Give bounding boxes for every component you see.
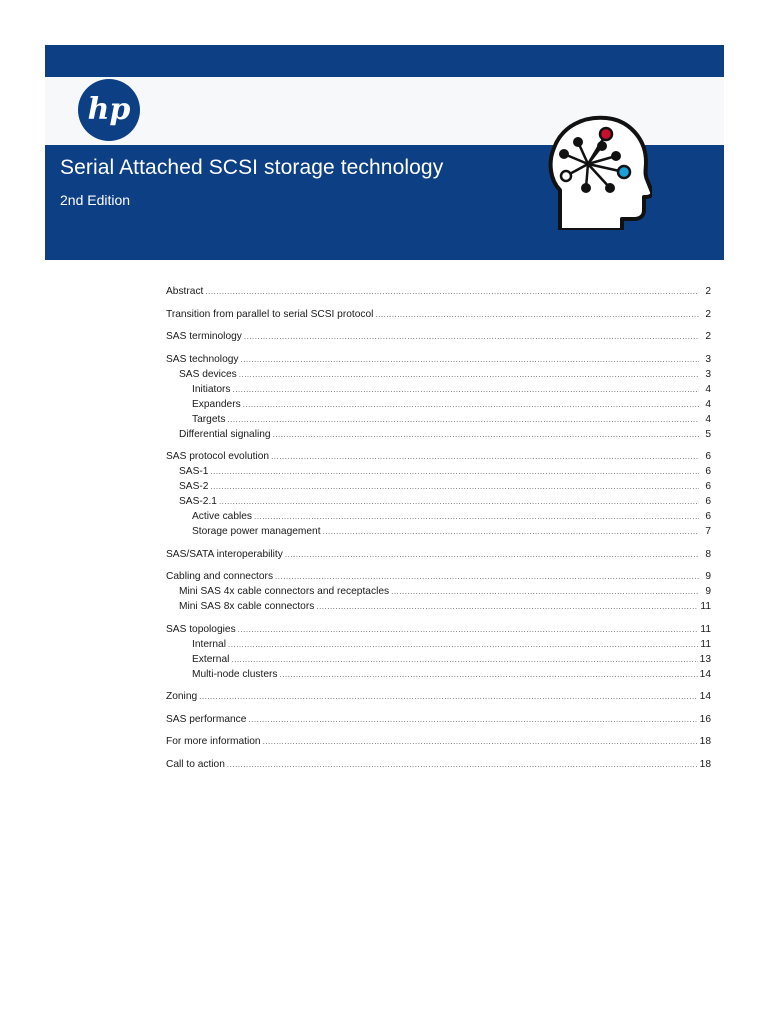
toc-entry[interactable]	[166, 734, 711, 749]
toc-dot-leader	[210, 464, 699, 479]
toc-entry-title: Multi-node clusters	[192, 668, 278, 680]
toc-entry-page: 11	[700, 623, 711, 635]
toc-entry[interactable]	[166, 284, 711, 299]
toc-dot-leader	[238, 622, 699, 637]
toc-entry[interactable]	[166, 509, 711, 524]
toc-entry[interactable]	[166, 382, 711, 397]
toc-entry[interactable]	[166, 479, 711, 494]
toc-dot-leader	[243, 397, 699, 412]
table-of-contents	[166, 284, 711, 779]
toc-entry[interactable]	[166, 524, 711, 539]
toc-entry-page: 18	[699, 758, 711, 770]
toc-entry[interactable]	[166, 352, 711, 367]
toc-entry-title: Abstract	[166, 286, 204, 297]
toc-entry[interactable]	[166, 547, 711, 562]
toc-entry[interactable]	[166, 329, 711, 344]
toc-entry[interactable]	[166, 427, 711, 442]
toc-group	[166, 449, 711, 539]
toc-entry-title: Zoning	[166, 691, 198, 702]
toc-entry-page: 7	[705, 526, 711, 537]
toc-entry-page: 3	[705, 368, 711, 380]
header-top-bar	[45, 45, 724, 77]
toc-dot-leader	[210, 479, 699, 494]
toc-dot-leader	[273, 427, 699, 442]
toc-entry-page: 8	[705, 548, 711, 560]
document-edition: 2nd Edition	[60, 192, 131, 208]
head-network-icon	[548, 112, 652, 230]
toc-dot-leader	[275, 569, 699, 584]
toc-dot-leader	[375, 307, 699, 322]
toc-entry-title: SAS devices	[179, 368, 237, 380]
toc-entry-title: Differential signaling	[179, 428, 271, 440]
toc-dot-leader	[323, 524, 699, 539]
toc-group	[166, 569, 711, 614]
toc-entry-title: Expanders	[192, 398, 241, 410]
toc-entry-title: SAS terminology	[166, 331, 242, 342]
toc-entry-page: 9	[705, 571, 711, 582]
toc-entry[interactable]	[166, 367, 711, 382]
toc-entry-title: SAS-1	[179, 466, 209, 477]
toc-group	[166, 712, 711, 727]
toc-entry-title: External	[192, 653, 230, 665]
toc-entry-title: SAS protocol evolution	[166, 451, 270, 462]
toc-entry-title: Mini SAS 4x cable connectors and receptacles	[179, 586, 390, 597]
toc-group	[166, 284, 711, 299]
toc-entry[interactable]	[166, 412, 711, 427]
toc-dot-leader	[199, 689, 698, 704]
toc-entry-page: 4	[705, 383, 711, 395]
toc-entry-title: Active cables	[192, 511, 253, 522]
hp-logo-icon	[77, 78, 141, 142]
toc-entry[interactable]	[166, 637, 711, 652]
toc-entry-page: 16	[699, 713, 711, 725]
toc-entry-page: 2	[705, 286, 711, 297]
toc-entry-title: Targets	[192, 413, 226, 425]
toc-entry-page: 4	[705, 398, 711, 410]
toc-dot-leader	[254, 509, 699, 524]
toc-dot-leader	[248, 712, 697, 727]
toc-entry[interactable]	[166, 599, 711, 614]
toc-group	[166, 547, 711, 562]
toc-entry[interactable]	[166, 464, 711, 479]
toc-entry-title: Storage power management	[192, 526, 321, 537]
toc-entry-page: 6	[705, 511, 711, 522]
toc-entry-title: SAS-2	[179, 481, 209, 492]
toc-group	[166, 352, 711, 442]
toc-group	[166, 622, 711, 682]
toc-entry-title: Mini SAS 8x cable connectors	[179, 601, 315, 612]
toc-entry-title: SAS/SATA interoperability	[166, 548, 283, 560]
toc-entry-page: 14	[699, 691, 711, 702]
toc-entry-page: 4	[705, 413, 711, 425]
toc-entry-title: SAS-2.1	[179, 496, 217, 507]
toc-entry-page: 6	[705, 481, 711, 492]
toc-entry[interactable]	[166, 449, 711, 464]
toc-entry-title: Cabling and connectors	[166, 571, 274, 582]
toc-entry-page: 11	[700, 638, 711, 650]
toc-entry[interactable]	[166, 494, 711, 509]
toc-dot-leader	[271, 449, 699, 464]
toc-dot-leader	[227, 757, 698, 772]
toc-entry-page: 5	[705, 428, 711, 440]
toc-dot-leader	[316, 599, 698, 614]
toc-entry[interactable]	[166, 569, 711, 584]
toc-dot-leader	[231, 652, 697, 667]
toc-dot-leader	[285, 547, 699, 562]
toc-group	[166, 329, 711, 344]
toc-entry[interactable]	[166, 584, 711, 599]
toc-dot-leader	[239, 367, 699, 382]
toc-entry-page: 6	[705, 451, 711, 462]
toc-dot-leader	[219, 494, 699, 509]
toc-entry-title: SAS topologies	[166, 623, 236, 635]
document-title: Serial Attached SCSI storage technology	[60, 156, 444, 179]
hp-logo-text: hp	[87, 92, 131, 127]
toc-entry-title: SAS performance	[166, 713, 247, 725]
toc-group	[166, 757, 711, 772]
toc-entry-title: For more information	[166, 736, 261, 747]
toc-entry[interactable]	[166, 712, 711, 727]
toc-entry-page: 6	[705, 496, 711, 507]
toc-entry-page: 3	[705, 353, 711, 365]
toc-dot-leader	[227, 412, 699, 427]
toc-dot-leader	[205, 284, 699, 299]
toc-dot-leader	[244, 329, 699, 344]
toc-entry-page: 13	[699, 653, 711, 665]
toc-dot-leader	[228, 637, 698, 652]
toc-entry-page: 6	[705, 466, 711, 477]
toc-entry-page: 14	[699, 668, 711, 680]
toc-entry[interactable]	[166, 689, 711, 704]
toc-entry-title: Transition from parallel to serial SCSI protocol	[166, 308, 374, 320]
toc-entry-title: SAS technology	[166, 353, 239, 365]
toc-dot-leader	[241, 352, 700, 367]
toc-entry[interactable]	[166, 622, 711, 637]
toc-group	[166, 307, 711, 322]
toc-entry-title: Initiators	[192, 383, 231, 395]
toc-entry[interactable]	[166, 667, 711, 682]
toc-entry-page: 2	[705, 331, 711, 342]
toc-entry-title: Internal	[192, 638, 226, 650]
toc-dot-leader	[233, 382, 699, 397]
toc-entry-page: 2	[705, 308, 711, 320]
toc-dot-leader	[263, 734, 698, 749]
toc-entry[interactable]	[166, 652, 711, 667]
toc-group	[166, 689, 711, 704]
toc-entry-page: 9	[705, 586, 711, 597]
toc-entry[interactable]	[166, 307, 711, 322]
toc-entry-page: 11	[700, 601, 711, 612]
toc-entry[interactable]	[166, 397, 711, 412]
toc-group	[166, 734, 711, 749]
toc-dot-leader	[280, 667, 698, 682]
toc-entry-title: Call to action	[166, 758, 225, 770]
toc-dot-leader	[391, 584, 699, 599]
toc-entry-page: 18	[699, 736, 711, 747]
toc-entry[interactable]	[166, 757, 711, 772]
